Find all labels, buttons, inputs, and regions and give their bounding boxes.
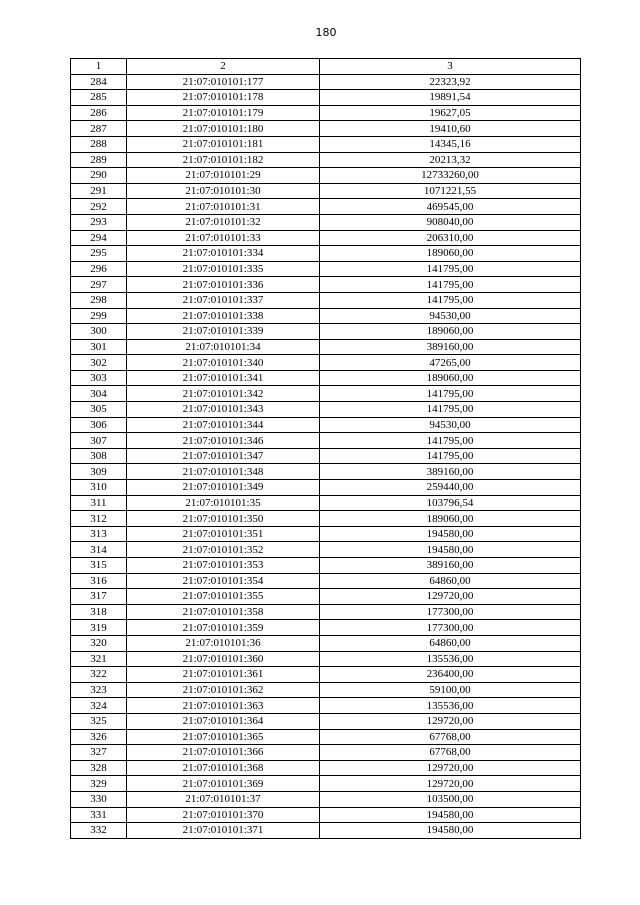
cadastral-number-cell: 21:07:010101:181	[127, 136, 320, 152]
table-row	[71, 152, 581, 168]
table-row	[71, 370, 581, 386]
cadastral-number-cell: 21:07:010101:365	[127, 729, 320, 745]
row-number-cell: 300	[71, 324, 127, 340]
value-cell: 141795,00	[320, 261, 581, 277]
cadastral-number-cell: 21:07:010101:349	[127, 480, 320, 496]
row-number-cell: 288	[71, 136, 127, 152]
table-row	[71, 807, 581, 823]
row-number-cell: 313	[71, 526, 127, 542]
cadastral-number-cell: 21:07:010101:351	[127, 526, 320, 542]
value-cell: 94530,00	[320, 417, 581, 433]
value-cell: 908040,00	[320, 214, 581, 230]
cadastral-number-cell: 21:07:010101:342	[127, 386, 320, 402]
row-number-cell: 319	[71, 620, 127, 636]
table-row	[71, 292, 581, 308]
table-header-row	[71, 59, 581, 75]
value-cell: 20213,32	[320, 152, 581, 168]
value-cell: 67768,00	[320, 745, 581, 761]
value-cell: 141795,00	[320, 277, 581, 293]
page-number: 180	[315, 26, 337, 39]
row-number-cell: 285	[71, 90, 127, 106]
table-row	[71, 776, 581, 792]
value-cell: 141795,00	[320, 386, 581, 402]
cadastral-number-cell: 21:07:010101:34	[127, 339, 320, 355]
row-number-cell: 289	[71, 152, 127, 168]
cadastral-number-cell: 21:07:010101:336	[127, 277, 320, 293]
row-number-cell: 298	[71, 292, 127, 308]
cadastral-number-cell: 21:07:010101:343	[127, 402, 320, 418]
row-number-cell: 303	[71, 370, 127, 386]
data-table	[70, 58, 581, 839]
row-number-cell: 305	[71, 402, 127, 418]
cadastral-number-cell: 21:07:010101:347	[127, 448, 320, 464]
table-body	[71, 74, 581, 838]
cadastral-number-cell: 21:07:010101:334	[127, 246, 320, 262]
table-row	[71, 511, 581, 527]
row-number-cell: 299	[71, 308, 127, 324]
value-cell: 141795,00	[320, 433, 581, 449]
row-number-cell: 307	[71, 433, 127, 449]
value-cell: 469545,00	[320, 199, 581, 215]
row-number-cell: 331	[71, 807, 127, 823]
table-row	[71, 745, 581, 761]
cadastral-number-cell: 21:07:010101:369	[127, 776, 320, 792]
row-number-cell: 291	[71, 183, 127, 199]
cadastral-number-cell: 21:07:010101:362	[127, 682, 320, 698]
value-cell: 129720,00	[320, 589, 581, 605]
cadastral-number-cell: 21:07:010101:354	[127, 573, 320, 589]
table-row	[71, 823, 581, 839]
row-number-cell: 329	[71, 776, 127, 792]
cadastral-number-cell: 21:07:010101:360	[127, 651, 320, 667]
table-row	[71, 558, 581, 574]
cadastral-number-cell: 21:07:010101:30	[127, 183, 320, 199]
value-cell: 236400,00	[320, 667, 581, 683]
table-row	[71, 760, 581, 776]
cadastral-number-cell: 21:07:010101:180	[127, 121, 320, 137]
value-cell: 189060,00	[320, 511, 581, 527]
table-row	[71, 246, 581, 262]
value-cell: 389160,00	[320, 339, 581, 355]
value-cell: 19410,60	[320, 121, 581, 137]
row-number-cell: 308	[71, 448, 127, 464]
row-number-cell: 315	[71, 558, 127, 574]
table-row	[71, 214, 581, 230]
table-row	[71, 168, 581, 184]
value-cell: 194580,00	[320, 542, 581, 558]
row-number-cell: 306	[71, 417, 127, 433]
column-header: 2	[127, 59, 320, 75]
cadastral-number-cell: 21:07:010101:353	[127, 558, 320, 574]
value-cell: 389160,00	[320, 558, 581, 574]
row-number-cell: 296	[71, 261, 127, 277]
cadastral-number-cell: 21:07:010101:346	[127, 433, 320, 449]
cadastral-number-cell: 21:07:010101:340	[127, 355, 320, 371]
value-cell: 103796,54	[320, 495, 581, 511]
value-cell: 129720,00	[320, 713, 581, 729]
table-row	[71, 386, 581, 402]
cadastral-number-cell: 21:07:010101:350	[127, 511, 320, 527]
cadastral-number-cell: 21:07:010101:33	[127, 230, 320, 246]
row-number-cell: 318	[71, 604, 127, 620]
table-row	[71, 635, 581, 651]
table-row	[71, 480, 581, 496]
value-cell: 12733260,00	[320, 168, 581, 184]
table-row	[71, 729, 581, 745]
row-number-cell: 322	[71, 667, 127, 683]
table-row	[71, 74, 581, 90]
cadastral-number-cell: 21:07:010101:335	[127, 261, 320, 277]
row-number-cell: 297	[71, 277, 127, 293]
cadastral-number-cell: 21:07:010101:32	[127, 214, 320, 230]
row-number-cell: 325	[71, 713, 127, 729]
cadastral-number-cell: 21:07:010101:361	[127, 667, 320, 683]
row-number-cell: 309	[71, 464, 127, 480]
value-cell: 103500,00	[320, 791, 581, 807]
row-number-cell: 321	[71, 651, 127, 667]
value-cell: 64860,00	[320, 635, 581, 651]
cadastral-number-cell: 21:07:010101:37	[127, 791, 320, 807]
value-cell: 129720,00	[320, 776, 581, 792]
row-number-cell: 314	[71, 542, 127, 558]
table-row	[71, 355, 581, 371]
value-cell: 135536,00	[320, 698, 581, 714]
row-number-cell: 286	[71, 105, 127, 121]
value-cell: 47265,00	[320, 355, 581, 371]
table-row	[71, 277, 581, 293]
value-cell: 141795,00	[320, 448, 581, 464]
row-number-cell: 332	[71, 823, 127, 839]
table-row	[71, 230, 581, 246]
table-row	[71, 698, 581, 714]
table-row	[71, 651, 581, 667]
value-cell: 59100,00	[320, 682, 581, 698]
table-row	[71, 495, 581, 511]
value-cell: 94530,00	[320, 308, 581, 324]
cadastral-number-cell: 21:07:010101:370	[127, 807, 320, 823]
cadastral-number-cell: 21:07:010101:366	[127, 745, 320, 761]
cadastral-number-cell: 21:07:010101:364	[127, 713, 320, 729]
table-row	[71, 464, 581, 480]
row-number-cell: 330	[71, 791, 127, 807]
value-cell: 129720,00	[320, 760, 581, 776]
row-number-cell: 328	[71, 760, 127, 776]
row-number-cell: 327	[71, 745, 127, 761]
table-row	[71, 433, 581, 449]
table-row	[71, 573, 581, 589]
cadastral-number-cell: 21:07:010101:358	[127, 604, 320, 620]
table-row	[71, 105, 581, 121]
table-row	[71, 589, 581, 605]
value-cell: 22323,92	[320, 74, 581, 90]
row-number-cell: 326	[71, 729, 127, 745]
column-header: 1	[71, 59, 127, 75]
row-number-cell: 302	[71, 355, 127, 371]
value-cell: 194580,00	[320, 526, 581, 542]
row-number-cell: 310	[71, 480, 127, 496]
table-row	[71, 604, 581, 620]
cadastral-number-cell: 21:07:010101:363	[127, 698, 320, 714]
row-number-cell: 295	[71, 246, 127, 262]
value-cell: 19627,05	[320, 105, 581, 121]
cadastral-number-cell: 21:07:010101:344	[127, 417, 320, 433]
table-row	[71, 324, 581, 340]
table-row	[71, 261, 581, 277]
cadastral-number-cell: 21:07:010101:352	[127, 542, 320, 558]
cadastral-number-cell: 21:07:010101:371	[127, 823, 320, 839]
row-number-cell: 287	[71, 121, 127, 137]
cadastral-number-cell: 21:07:010101:36	[127, 635, 320, 651]
row-number-cell: 290	[71, 168, 127, 184]
row-number-cell: 292	[71, 199, 127, 215]
value-cell: 1071221,55	[320, 183, 581, 199]
row-number-cell: 311	[71, 495, 127, 511]
table-row	[71, 682, 581, 698]
table-row	[71, 620, 581, 636]
table-row	[71, 339, 581, 355]
value-cell: 67768,00	[320, 729, 581, 745]
table-row	[71, 183, 581, 199]
row-number-cell: 284	[71, 74, 127, 90]
cadastral-number-cell: 21:07:010101:337	[127, 292, 320, 308]
value-cell: 189060,00	[320, 324, 581, 340]
cadastral-number-cell: 21:07:010101:338	[127, 308, 320, 324]
row-number-cell: 301	[71, 339, 127, 355]
row-number-cell: 324	[71, 698, 127, 714]
value-cell: 189060,00	[320, 370, 581, 386]
value-cell: 19891,54	[320, 90, 581, 106]
row-number-cell: 293	[71, 214, 127, 230]
row-number-cell: 320	[71, 635, 127, 651]
value-cell: 194580,00	[320, 807, 581, 823]
table-row	[71, 448, 581, 464]
table-row	[71, 136, 581, 152]
value-cell: 259440,00	[320, 480, 581, 496]
table-row	[71, 308, 581, 324]
value-cell: 389160,00	[320, 464, 581, 480]
row-number-cell: 304	[71, 386, 127, 402]
table-row	[71, 526, 581, 542]
table-row	[71, 199, 581, 215]
value-cell: 135536,00	[320, 651, 581, 667]
row-number-cell: 294	[71, 230, 127, 246]
table-row	[71, 90, 581, 106]
table-row	[71, 402, 581, 418]
table-row	[71, 791, 581, 807]
value-cell: 141795,00	[320, 292, 581, 308]
cadastral-number-cell: 21:07:010101:341	[127, 370, 320, 386]
row-number-cell: 317	[71, 589, 127, 605]
value-cell: 189060,00	[320, 246, 581, 262]
table-row	[71, 542, 581, 558]
table-row	[71, 667, 581, 683]
row-number-cell: 312	[71, 511, 127, 527]
table-row	[71, 713, 581, 729]
cadastral-number-cell: 21:07:010101:339	[127, 324, 320, 340]
cadastral-number-cell: 21:07:010101:35	[127, 495, 320, 511]
row-number-cell: 316	[71, 573, 127, 589]
value-cell: 206310,00	[320, 230, 581, 246]
value-cell: 177300,00	[320, 604, 581, 620]
value-cell: 64860,00	[320, 573, 581, 589]
cadastral-number-cell: 21:07:010101:29	[127, 168, 320, 184]
value-cell: 141795,00	[320, 402, 581, 418]
cadastral-number-cell: 21:07:010101:31	[127, 199, 320, 215]
table-row	[71, 417, 581, 433]
cadastral-number-cell: 21:07:010101:179	[127, 105, 320, 121]
table-row	[71, 121, 581, 137]
cadastral-number-cell: 21:07:010101:177	[127, 74, 320, 90]
cadastral-number-cell: 21:07:010101:178	[127, 90, 320, 106]
value-cell: 177300,00	[320, 620, 581, 636]
row-number-cell: 323	[71, 682, 127, 698]
cadastral-number-cell: 21:07:010101:355	[127, 589, 320, 605]
cadastral-number-cell: 21:07:010101:359	[127, 620, 320, 636]
cadastral-number-cell: 21:07:010101:368	[127, 760, 320, 776]
value-cell: 194580,00	[320, 823, 581, 839]
cadastral-number-cell: 21:07:010101:348	[127, 464, 320, 480]
value-cell: 14345,16	[320, 136, 581, 152]
cadastral-number-cell: 21:07:010101:182	[127, 152, 320, 168]
column-header: 3	[320, 59, 581, 75]
